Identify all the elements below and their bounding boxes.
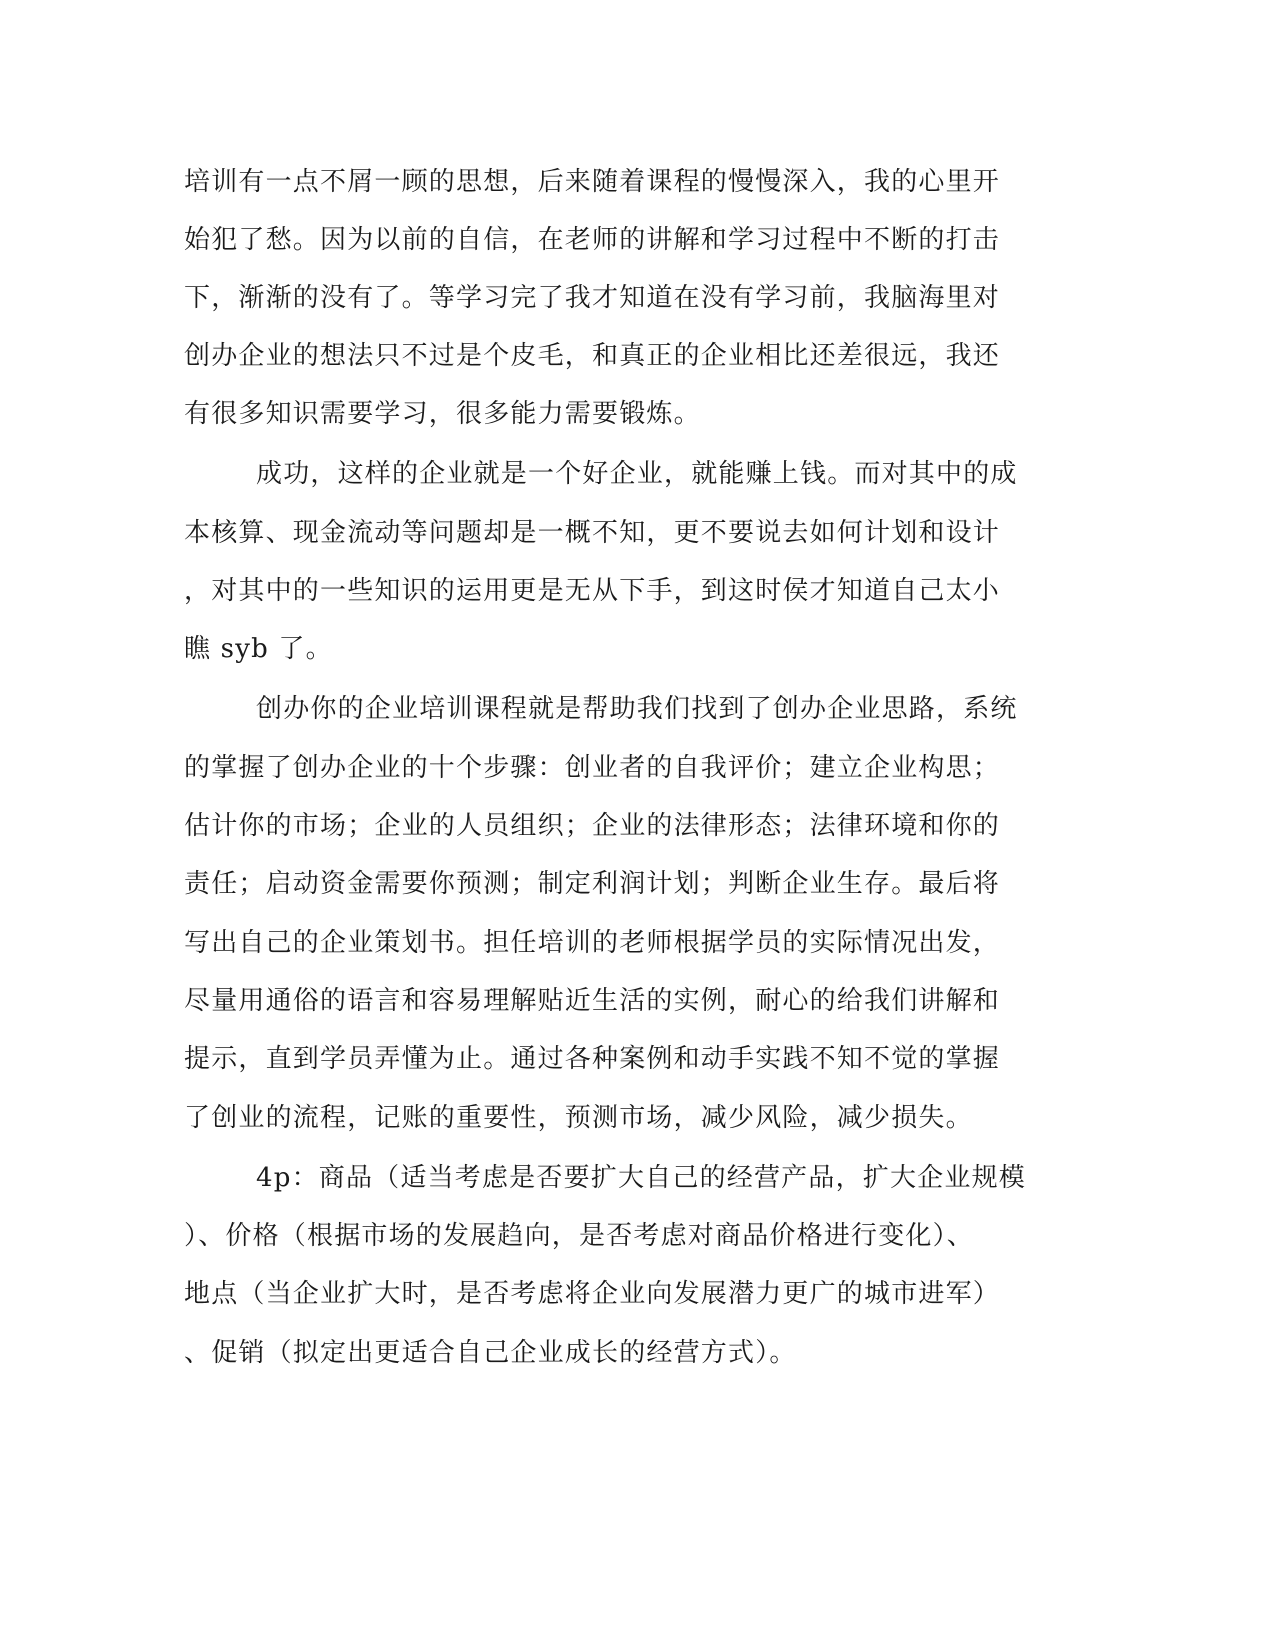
- paragraph-3-line-1: 创办你的企业培训课程就是帮助我们找到了创办企业思路，系统: [256, 694, 1018, 724]
- paragraph-3-line-5: 写出自己的企业策划书。担任培训的老师根据学员的实际情况出发，: [184, 928, 1001, 958]
- paragraph-1-line-1: 培训有一点不屑一顾的思想，后来随着课程的慢慢深入，我的心里开: [184, 167, 1001, 197]
- paragraph-3-line-4: 责任；启动资金需要你预测；制定利润计划；判断企业生存。最后将: [184, 869, 1001, 899]
- paragraph-3-line-6: 尽量用通俗的语言和容易理解贴近生活的实例，耐心的给我们讲解和: [184, 986, 1001, 1016]
- paragraph-1-line-5: 有很多知识需要学习，很多能力需要锻炼。: [184, 399, 701, 429]
- paragraph-2-line-4: 瞧 syb 了。: [184, 634, 333, 664]
- paragraph-3-line-7: 提示，直到学员弄懂为止。通过各种案例和动手实践不知不觉的掌握: [184, 1044, 1001, 1074]
- paragraph-4-line-3: 地点（当企业扩大时，是否考虑将企业向发展潜力更广的城市进军）: [184, 1279, 1001, 1309]
- paragraph-2-line-3: ，对其中的一些知识的运用更是无从下手，到这时侯才知道自己太小: [184, 576, 1001, 606]
- paragraph-1-line-4: 创办企业的想法只不过是个皮毛，和真正的企业相比还差很远，我还: [184, 341, 1001, 371]
- paragraph-3-line-2: 的掌握了创办企业的十个步骤：创业者的自我评价；建立企业构思；: [184, 753, 1001, 783]
- paragraph-2-line-2: 本核算、现金流动等问题却是一概不知，更不要说去如何计划和设计: [184, 518, 1001, 548]
- paragraph-1-line-2: 始犯了愁。因为以前的自信，在老师的讲解和学习过程中不断的打击: [184, 225, 1001, 255]
- paragraph-3-line-3: 估计你的市场；企业的人员组织；企业的法律形态；法律环境和你的: [184, 811, 1001, 841]
- paragraph-4-line-1: 4p：商品（适当考虑是否要扩大自己的经营产品，扩大企业规模: [256, 1163, 1026, 1193]
- paragraph-4-line-4: 、促销（拟定出更适合自己企业成长的经营方式）。: [184, 1338, 797, 1368]
- paragraph-2-line-1: 成功，这样的企业就是一个好企业，就能赚上钱。而对其中的成: [256, 459, 1018, 489]
- paragraph-1-line-3: 下，渐渐的没有了。等学习完了我才知道在没有学习前，我脑海里对: [184, 283, 1001, 313]
- paragraph-3-line-8: 了创业的流程，记账的重要性，预测市场，减少风险，减少损失。: [184, 1103, 973, 1133]
- paragraph-4-line-2: ）、价格（根据市场的发展趋向，是否考虑对商品价格进行变化）、: [184, 1221, 975, 1251]
